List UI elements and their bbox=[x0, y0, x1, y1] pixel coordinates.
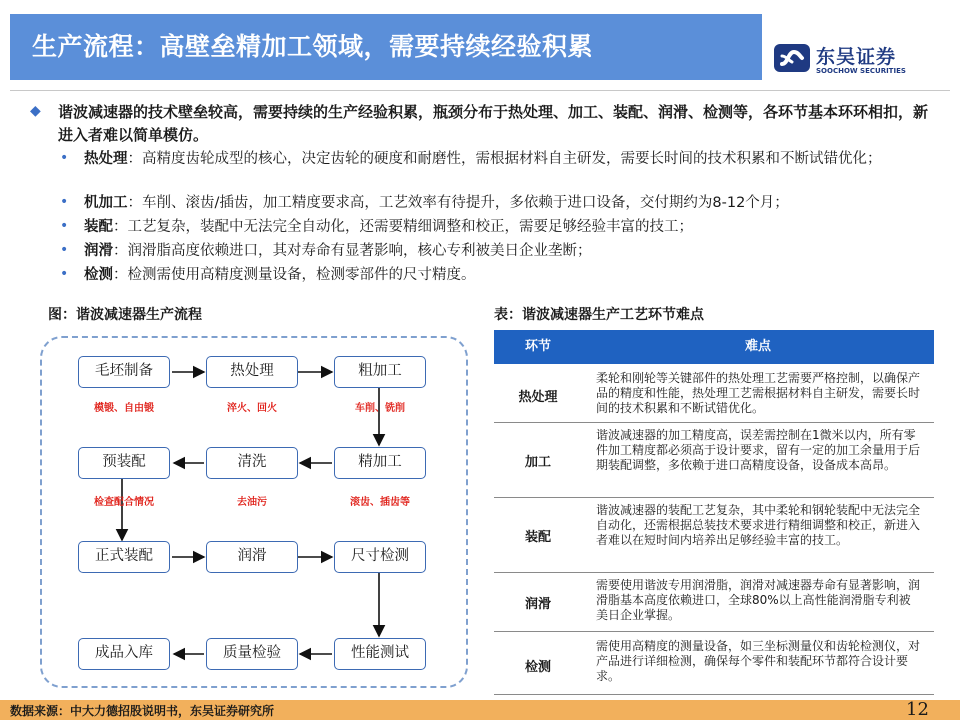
table-row bbox=[494, 573, 934, 632]
table-cell-value: 需使用高精度的测量设备，如三坐标测量仪和齿轮检测仪，对产品进行详细检测，确保每个零件和装配环节都符合设计要求。 bbox=[596, 639, 921, 683]
page-number: 12 bbox=[906, 699, 929, 720]
flow-note: 车削、铣削 bbox=[355, 403, 405, 414]
table-cell-key: 热处理 bbox=[518, 390, 558, 405]
flow-node-pre-assembly: 预装配 bbox=[78, 447, 170, 479]
table-cell-key: 润滑 bbox=[524, 597, 551, 612]
bullet-term: 检测 bbox=[84, 267, 113, 283]
table-row bbox=[494, 423, 934, 498]
flow-note: 模锻、自由锻 bbox=[94, 403, 154, 414]
flow-note: 检查配合情况 bbox=[94, 497, 154, 508]
flow-node-finish-machining: 精加工 bbox=[334, 447, 426, 479]
flow-node-lubrication: 润滑 bbox=[206, 541, 298, 573]
figure-caption: 图：谐波减速器生产流程 bbox=[48, 307, 202, 323]
flow-node-rough-machining: 粗加工 bbox=[334, 356, 426, 388]
flow-node-final-assembly: 正式装配 bbox=[78, 541, 170, 573]
bullet-dot-icon: • bbox=[60, 242, 69, 258]
flow-note: 淬火、回火 bbox=[227, 403, 277, 414]
source-note: 数据来源：中大力德招股说明书，东吴证券研究所 bbox=[10, 704, 275, 718]
bullet-term: 装配 bbox=[84, 219, 113, 235]
bullet-term: 机加工 bbox=[84, 195, 128, 211]
table-cell-value: 需要使用谐波专用润滑脂，润滑对减速器寿命有显著影响，润滑脂基本高度依赖进口，全球80%以上高性能润滑脂专利被美日企业掌握。 bbox=[596, 578, 921, 622]
table-header-cell: 难点 bbox=[744, 339, 771, 354]
bullet-term: 热处理 bbox=[84, 151, 128, 167]
table-row bbox=[494, 366, 934, 423]
lead-paragraph: 谐波减速器的技术壁垒较高，需要持续的生产经验积累，瓶颈分布于热处理、加工、装配、润滑、检测等，各环节基本环环相扣，新进入者难以简单模仿。 bbox=[58, 103, 929, 144]
table-row bbox=[494, 498, 934, 573]
flow-node-dimension-check: 尺寸检测 bbox=[334, 541, 426, 573]
flow-node-cleaning: 清洗 bbox=[206, 447, 298, 479]
table-header-cell: 环节 bbox=[524, 339, 551, 354]
table-cell-key: 装配 bbox=[524, 530, 551, 545]
bullet-term: 润滑 bbox=[84, 243, 113, 259]
bullet-text: ：检测需使用高精度测量设备，检测零部件的尺寸精度。 bbox=[113, 267, 476, 283]
flow-note: 滚齿、插齿等 bbox=[350, 497, 410, 508]
logo-text-en: SOOCHOW SECURITIES bbox=[816, 67, 906, 75]
bullet-dot-icon: • bbox=[60, 150, 69, 166]
table-cell-key: 检测 bbox=[524, 660, 551, 675]
table-header bbox=[494, 330, 934, 364]
bullet-dot-icon: • bbox=[60, 266, 69, 282]
table-caption: 表：谐波减速器生产工艺环节难点 bbox=[494, 307, 704, 323]
bullet-dot-icon: • bbox=[60, 218, 69, 234]
flow-node-performance-test: 性能测试 bbox=[334, 638, 426, 670]
table-cell-value: 谐波减速器的加工精度高，误差需控制在1微米以内，所有零件加工精度都必须高于设计要求，留有一定的加工余量用于后期装配调整，多依赖于进口高精度设备，设备成本高昂。 bbox=[596, 428, 921, 472]
flow-node-warehousing: 成品入库 bbox=[78, 638, 170, 670]
bullet-dot-icon: • bbox=[60, 194, 69, 210]
bullet-text: ：润滑脂高度依赖进口，其对寿命有显著影响，核心专利被美日企业垄断； bbox=[113, 243, 592, 259]
flow-note: 去油污 bbox=[237, 497, 267, 508]
bullet-text: ：车削、滚齿/插齿，加工精度要求高，工艺效率有待提升，多依赖于进口设备，交付期约为8-12个月； bbox=[127, 195, 789, 211]
table-cell-value: 谐波减速器的装配工艺复杂，其中柔轮和钢轮装配中无法完全自动化，还需根据总装技术要求进行精细调整和校正，新进入者难以在短时间内培养出足够经验丰富的技工。 bbox=[596, 503, 921, 547]
table-cell-key: 加工 bbox=[524, 455, 551, 470]
logo-text-cn: 东吴证券 bbox=[816, 46, 897, 68]
flow-node-heat-treatment: 热处理 bbox=[206, 356, 298, 388]
table-row bbox=[494, 632, 934, 695]
page-title: 生产流程：高壁垒精加工领域，需要持续经验积累 bbox=[32, 32, 594, 61]
flow-node-quality-inspection: 质量检验 bbox=[206, 638, 298, 670]
bullet-text: ：工艺复杂，装配中无法完全自动化，还需要精细调整和校正，需要足够经验丰富的技工； bbox=[113, 219, 693, 235]
bullet-text: ：高精度齿轮成型的核心，决定齿轮的硬度和耐磨性，需根据材料自主研发，需要长时间的技术积累和不断试错优化； bbox=[127, 151, 882, 167]
flow-node-blank-prep: 毛坯制备 bbox=[78, 356, 170, 388]
table-cell-value: 柔轮和刚轮等关键部件的热处理工艺需要严格控制，以确保产品的精度和性能，热处理工艺需根据材料自主研发，需要长时间的技术积累和不断试错优化。 bbox=[596, 371, 921, 415]
diamond-bullet-icon: ◆ bbox=[30, 103, 41, 119]
